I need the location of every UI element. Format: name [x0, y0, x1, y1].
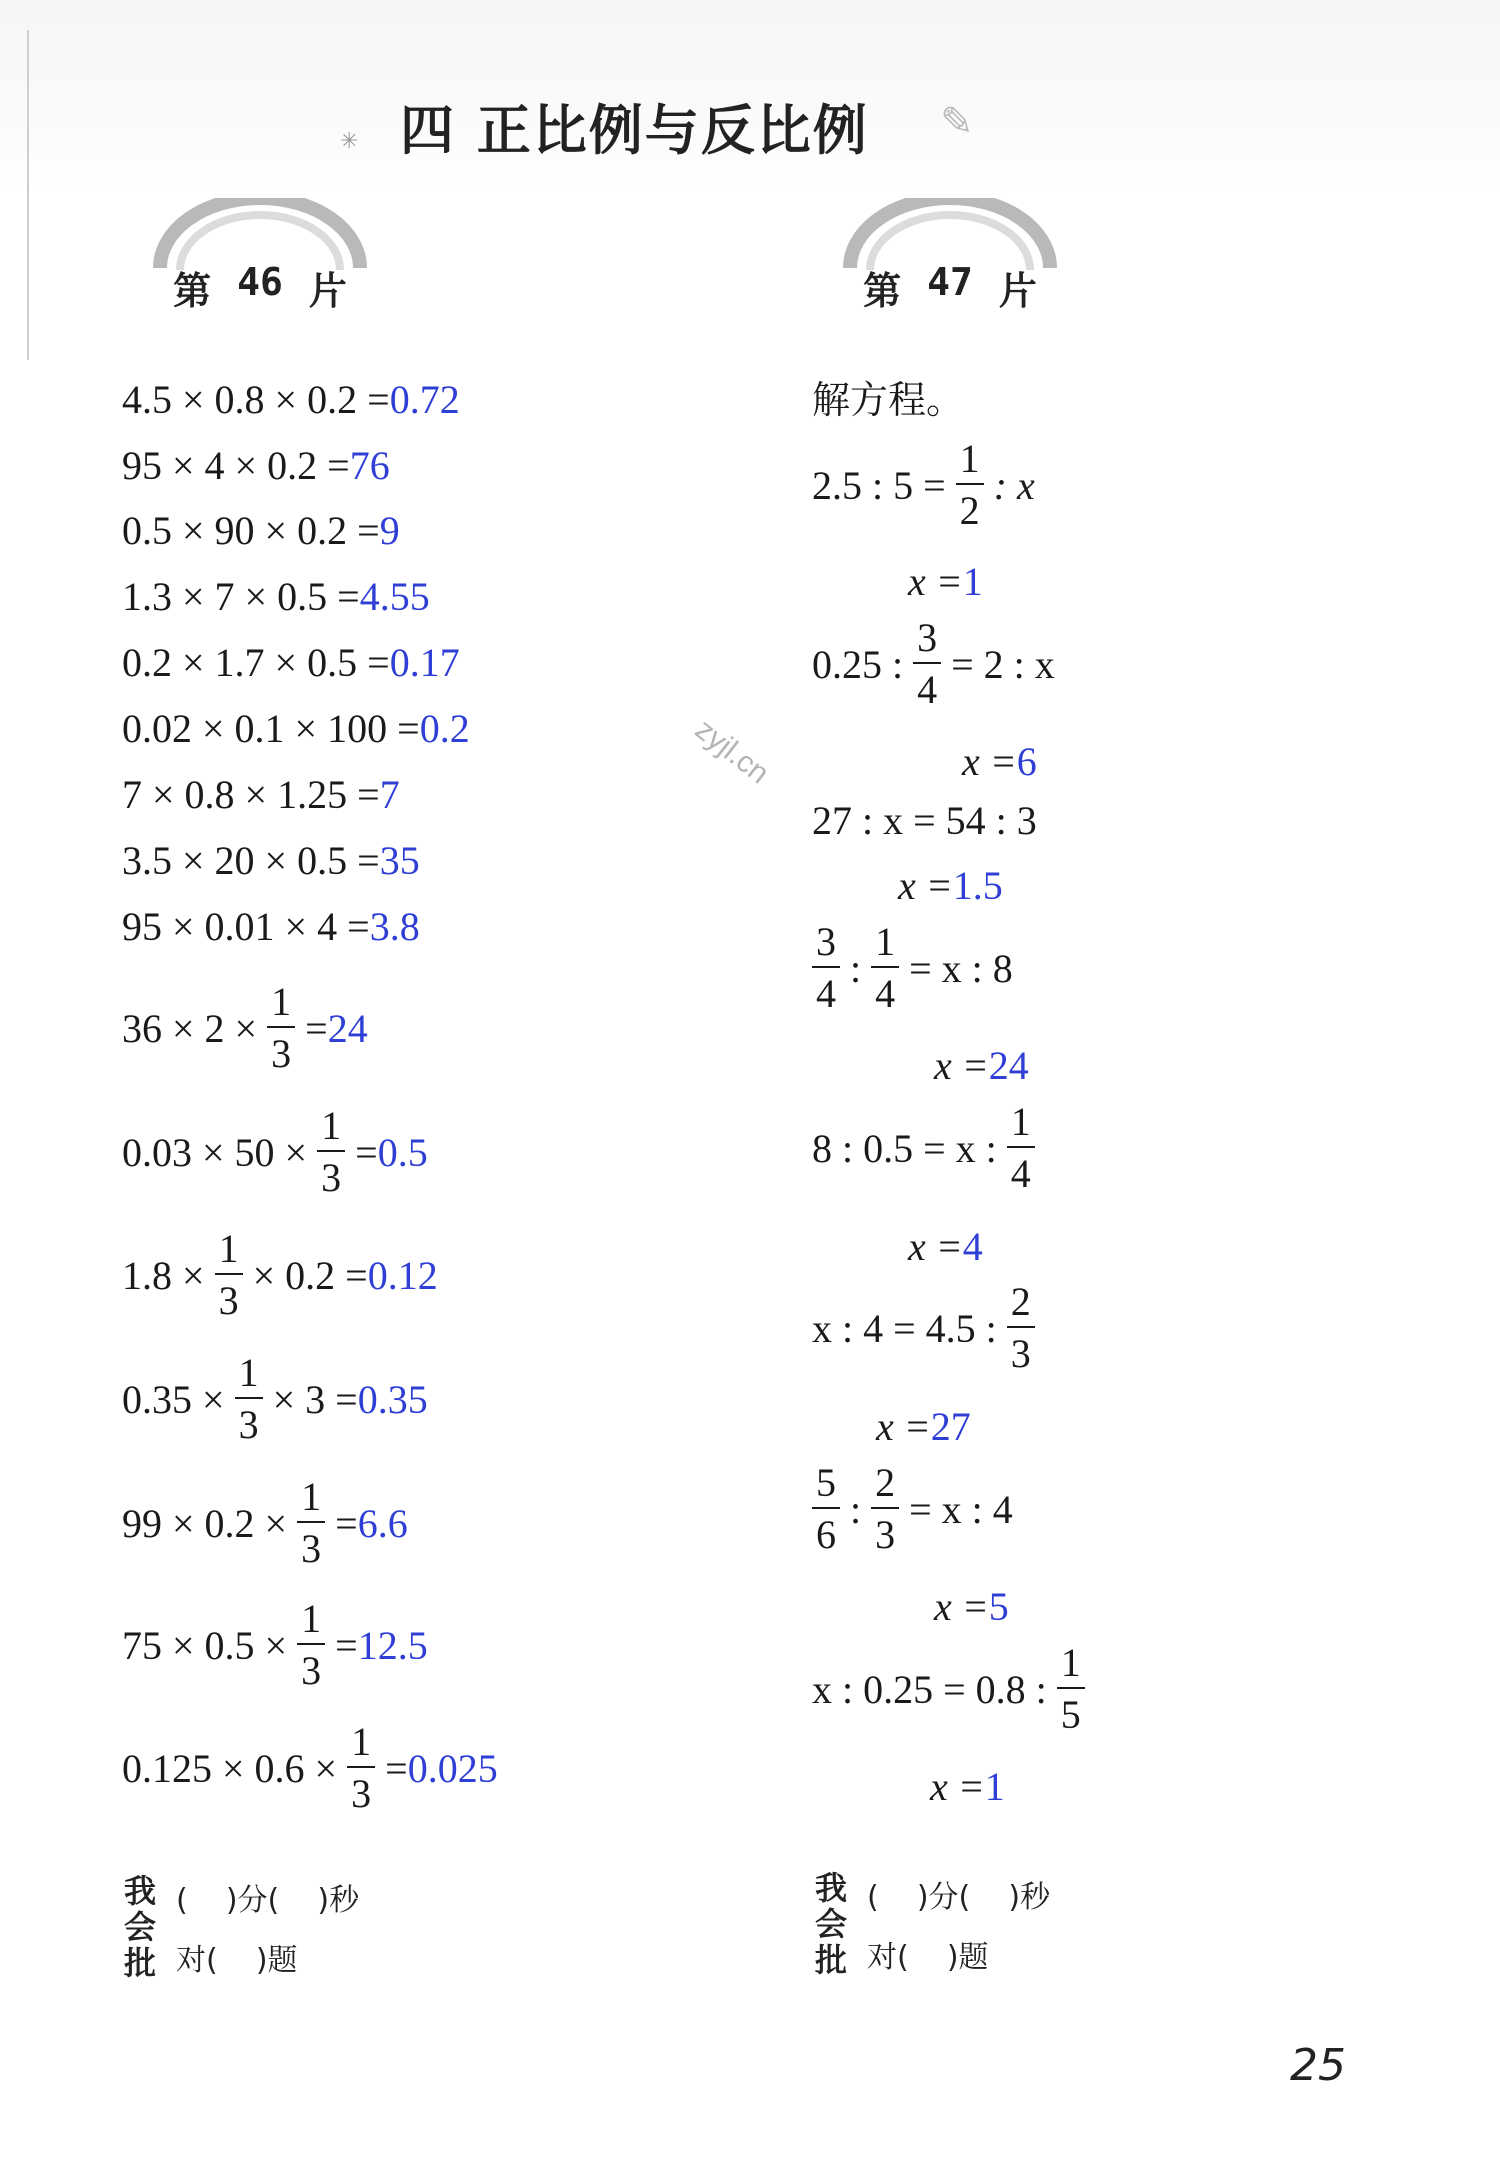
equation-row	[812, 435, 1035, 535]
page-margin-line	[27, 30, 29, 360]
problem-expression: 0.125 × 0.6 ×	[122, 1745, 338, 1791]
fraction: $\frac{1}{2}$	[956, 439, 984, 531]
problem-expression: 0.02 × 0.1 × 100 =	[122, 705, 420, 751]
correct-count-field[interactable]: 对( )题	[867, 1940, 989, 1975]
answer-row: x = 4	[908, 1223, 983, 1269]
problem-expression: 95 × 4 × 0.2 =	[122, 442, 350, 488]
star-decoration-icon: ✳	[340, 128, 359, 153]
answer: 5	[988, 1583, 1009, 1629]
problem-expression: 99 × 0.2 ×	[122, 1500, 288, 1546]
problem-row: 0.03 × 50 × $\frac{1}{3}$ = 0.5	[122, 1103, 428, 1200]
fraction: $\frac{1}{5}$	[1057, 1643, 1085, 1735]
problem-row	[122, 886, 420, 966]
equation-left: x : 0.25 = 0.8 :	[812, 1666, 1047, 1712]
answer-row: x = 24	[934, 1042, 1029, 1088]
fraction: $\frac{1}{3}$	[297, 1477, 325, 1569]
fraction: $\frac{2}{3}$	[871, 1463, 899, 1555]
equation-left: 2.5 : 5 =	[812, 462, 946, 508]
fraction: $\frac{1}{3}$	[297, 1599, 325, 1691]
answer: 1	[962, 558, 983, 604]
answer: 0.72	[389, 376, 460, 422]
answer-row: x = 1	[930, 1763, 1005, 1809]
problem-row: 1.8 × $\frac{1}{3}$ × 0.2 = 0.12	[122, 1226, 438, 1323]
answer: 6	[1016, 738, 1037, 784]
answer: 0.2	[419, 705, 470, 751]
answer: 27	[930, 1403, 971, 1449]
badge-prefix: 第	[863, 269, 902, 313]
equation-left: x : 4 = 4.5 :	[812, 1305, 997, 1351]
problem-expression: 1.3 × 7 × 0.5 =	[122, 573, 360, 619]
problem-expression: 95 × 0.01 × 4 =	[122, 903, 370, 949]
pencil-decoration-icon: ✎	[940, 99, 974, 144]
fraction: $\frac{1}{3}$	[267, 982, 295, 1074]
problem-expression: 7 × 0.8 × 1.25 =	[122, 771, 380, 817]
fraction: $\frac{2}{3}$	[1007, 1282, 1035, 1374]
fraction: $\frac{1}{4}$	[871, 922, 899, 1014]
problem-expression-tail: × 3	[272, 1376, 326, 1422]
problem-expression-tail: × 0.2	[252, 1252, 336, 1298]
answer: 3.8	[369, 903, 420, 949]
answer: 4.55	[359, 573, 430, 619]
problem-expression: 0.03 × 50 ×	[122, 1129, 308, 1175]
answer: 12.5	[357, 1622, 428, 1668]
answer: 76	[349, 442, 390, 488]
fraction: $\frac{3}{4}$	[913, 618, 941, 710]
problem-expression: 0.5 × 90 × 0.2 =	[122, 507, 380, 553]
ratio-colon: :	[850, 1486, 862, 1532]
equation-right: = x : 4	[909, 1486, 1013, 1532]
page-number: 25	[1290, 2040, 1346, 2091]
equation-row	[812, 614, 1055, 714]
problem-row: 0.125 × 0.6 × $\frac{1}{3}$ = 0.025	[122, 1719, 498, 1816]
equation-right: : x	[993, 462, 1035, 508]
watermark: zyjl.cn	[688, 712, 775, 791]
ratio-colon: :	[850, 945, 862, 991]
problem-expression: 4.5 × 0.8 × 0.2 =	[122, 376, 390, 422]
fraction: $\frac{3}{4}$	[812, 922, 840, 1014]
problem-row: 75 × 0.5 × $\frac{1}{3}$ = 12.5	[122, 1596, 428, 1693]
problem-expression: 0.35 ×	[122, 1376, 225, 1422]
fraction: $\frac{1}{3}$	[317, 1106, 345, 1198]
problem-expression: 3.5 × 20 × 0.5 =	[122, 837, 380, 883]
answer: 0.35	[357, 1376, 428, 1422]
equation-row	[812, 1098, 1045, 1198]
instruction: 解方程。	[812, 377, 965, 422]
answer-row: x = 27	[876, 1403, 971, 1449]
fraction: $\frac{1}{3}$	[235, 1353, 263, 1445]
answer: 7	[379, 771, 400, 817]
equation-row	[812, 918, 1013, 1018]
time-field[interactable]: ( )分( )秒	[176, 1883, 360, 1918]
problem-row: 99 × 0.2 × $\frac{1}{3}$ = 6.6	[122, 1474, 408, 1571]
correct-count-field[interactable]: 对( )题	[176, 1943, 298, 1978]
equation-row	[812, 1278, 1045, 1378]
answer: 35	[379, 837, 420, 883]
answer-row: x = 1	[908, 558, 983, 604]
answer: 0.17	[389, 639, 460, 685]
fraction: $\frac{5}{6}$	[812, 1463, 840, 1555]
answer: 0.12	[367, 1252, 438, 1298]
answer-row: x = 6	[962, 738, 1037, 784]
answer: 9	[379, 507, 400, 553]
problem-expression: 36 × 2 ×	[122, 1005, 258, 1051]
equation-left: 0.25 :	[812, 641, 904, 687]
page-title: 四 正比例与反比例	[400, 99, 869, 162]
fraction: $\frac{1}{4}$	[1007, 1102, 1035, 1194]
badge-suffix: 片	[308, 269, 347, 313]
answer: 6.6	[357, 1500, 408, 1546]
problem-expression: 75 × 0.5 ×	[122, 1622, 288, 1668]
card-badge-left	[150, 198, 370, 338]
answer: 0.025	[407, 1745, 498, 1791]
equation-left: 8 : 0.5 = x :	[812, 1125, 997, 1171]
equation-right: = 2 : x	[951, 641, 1055, 687]
answer-row: x = 1.5	[898, 862, 1003, 908]
answer: 4	[962, 1223, 983, 1269]
answer: 24	[988, 1042, 1029, 1088]
badge-suffix: 片	[998, 269, 1037, 313]
time-field[interactable]: ( )分( )秒	[867, 1880, 1051, 1915]
answer: 1.5	[952, 862, 1003, 908]
fraction: $\frac{1}{3}$	[215, 1229, 243, 1321]
answer: 24	[327, 1005, 368, 1051]
problem-expression: 1.8 ×	[122, 1252, 205, 1298]
badge-number: 47	[927, 260, 973, 304]
card-badge-right	[840, 198, 1060, 338]
score-tag: 我会批	[124, 1872, 157, 1982]
badge-prefix: 第	[173, 269, 212, 313]
fraction: $\frac{1}{3}$	[347, 1722, 375, 1814]
problem-row: 0.35 × $\frac{1}{3}$ × 3 = 0.35	[122, 1350, 428, 1447]
equation-row	[812, 1459, 1013, 1559]
problem-row: 36 × 2 × $\frac{1}{3}$ = 24	[122, 979, 368, 1076]
badge-number: 46	[237, 260, 283, 304]
equation-right: = x : 8	[909, 945, 1013, 991]
equation-row	[812, 1639, 1095, 1739]
score-tag: 我会批	[815, 1869, 848, 1979]
answer-row: x = 5	[934, 1583, 1009, 1629]
answer: 0.5	[377, 1129, 428, 1175]
answer: 1	[984, 1763, 1005, 1809]
equation-text: 27 : x = 54 : 3	[812, 797, 1037, 843]
problem-expression: 0.2 × 1.7 × 0.5 =	[122, 639, 390, 685]
